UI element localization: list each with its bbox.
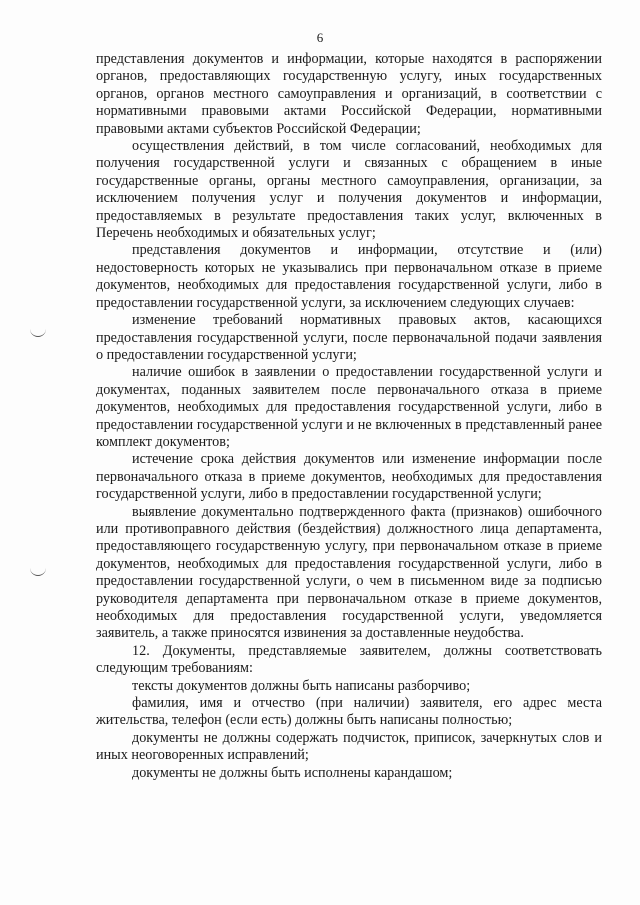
paragraph: выявление документально подтвержденного факта (признаков) ошибочного или противоправного действия (бездействия) должностного лица департамента, предоставляющего государственную услугу, при первоначальном отказе в приеме документов, необходимых для предоставления государственной услуги, либо в предоставлении государственной услуги, о чем в письменном виде за подписью руководителя департамента при первоначальном отказе в приеме документов, необходимых для предоставления государственной услуги, уведомляется заявитель, а также приносятся извинения за доставленные неудобства. <box>96 503 602 642</box>
paragraph: фамилия, имя и отчество (при наличии) заявителя, его адрес места жительства, телефон (если есть) должны быть написаны полностью; <box>96 695 602 729</box>
paragraph: документы не должны быть исполнены карандашом; <box>132 764 453 781</box>
paragraph: изменение требований нормативных правовых актов, касающихся предоставления государственной услуги, после первоначальной подачи заявления о предоставлении государственной услуги; <box>96 312 602 363</box>
paragraph: тексты документов должны быть написаны разборчиво; <box>132 677 471 694</box>
paragraph: документы не должны содержать подчисток, приписок, зачеркнутых слов и иных неоговоренных исправлений; <box>96 729 602 764</box>
document-body <box>96 51 602 782</box>
paragraph: истечение срока действия документов или изменение информации после первоначального отказа в приеме документов, необходимых для предоставления государственной услуги, либо в предоставлении государственной услуги; <box>96 451 602 503</box>
paragraph: представления документов и информации, отсутствие и (или) недостоверность которых не указывались при первоначальном отказе в приеме документов, необходимых для предоставления государственной услуги, либо в предоставлении государственной услуги, за исключением следующих случаев: <box>96 242 602 311</box>
page-number: 6 <box>316 30 324 45</box>
binder-hole-mark-upper <box>30 328 46 337</box>
paragraph: наличие ошибок в заявлении о предоставлении государственной услуги и документах, поданных заявителем после первоначального отказа в приеме документов, необходимых для предоставления государственной услуги, либо в предоставлении государственной услуги и не включенных в представленный ранее комплект документов; <box>96 364 602 450</box>
paragraph: 12. Документы, представляемые заявителем, должны соответствовать следующим требованиям: <box>96 642 602 677</box>
paragraph: представления документов и информации, которые находятся в распоряжении органов, предоставляющих государственную услугу, иных государственных органов, органов местного самоуправления и организаций, в соответствии с нормативными правовыми актами Российской Федерации, нормативными правовыми актами субъектов Российской Федерации; <box>96 51 602 137</box>
paragraph: осуществления действий, в том числе согласований, необходимых для получения государственной услуги и связанных с обращением в иные государственные органы, органы местного самоуправления, организации, за исключением получения услуг и получения документов и информации, предоставляемых в результате предоставления таких услуг, включенных в Перечень необходимых и обязательных услуг; <box>96 138 602 242</box>
binder-hole-mark-lower <box>30 567 46 576</box>
